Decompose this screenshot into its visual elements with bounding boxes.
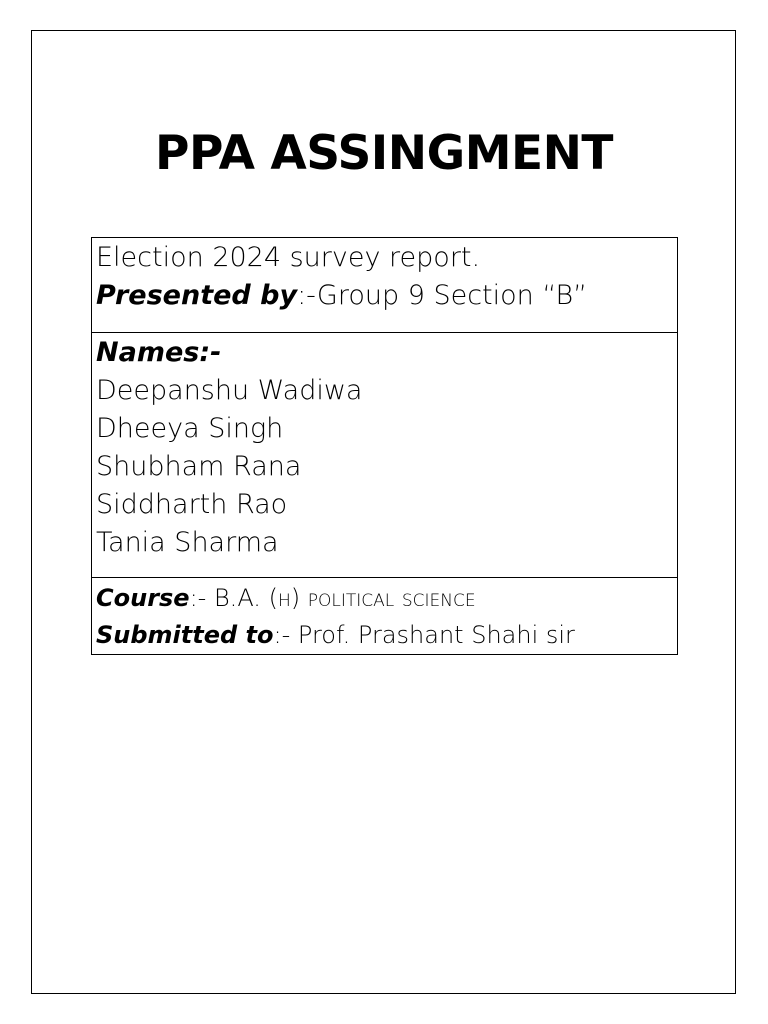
course-label: Course [96, 584, 190, 612]
names-cell [92, 333, 678, 578]
submitted-to-value: :- Prof. Prashant Shahi sir [273, 621, 575, 649]
report-line: Election 2024 survey report. [96, 242, 481, 273]
member-name: Tania Sharma [96, 527, 279, 558]
course-value: h) political science [277, 584, 476, 612]
document-title: PPA ASSINGMENT [155, 126, 613, 181]
member-name: Dheeya Singh [96, 413, 284, 444]
member-name: Shubham Rana [96, 451, 302, 482]
names-row [92, 333, 678, 578]
submitted-to-label: Submitted to [96, 621, 274, 649]
course-cell [92, 578, 678, 655]
course-line [96, 580, 673, 617]
course-value-prefix: B.A. ( [213, 584, 278, 612]
course-separator: :- [189, 584, 214, 612]
report-row [92, 238, 678, 333]
presented-by-value: :-Group 9 Section “B” [297, 280, 588, 311]
presented-by-line [96, 277, 673, 315]
details-table [91, 237, 678, 655]
report-cell [92, 238, 678, 333]
names-label: Names:- [96, 337, 222, 368]
member-name: Deepanshu Wadiwa [96, 375, 363, 406]
submitted-to-line [96, 617, 673, 654]
course-row [92, 578, 678, 655]
presented-by-label: Presented by [96, 280, 298, 311]
member-name: Siddharth Rao [96, 489, 288, 520]
